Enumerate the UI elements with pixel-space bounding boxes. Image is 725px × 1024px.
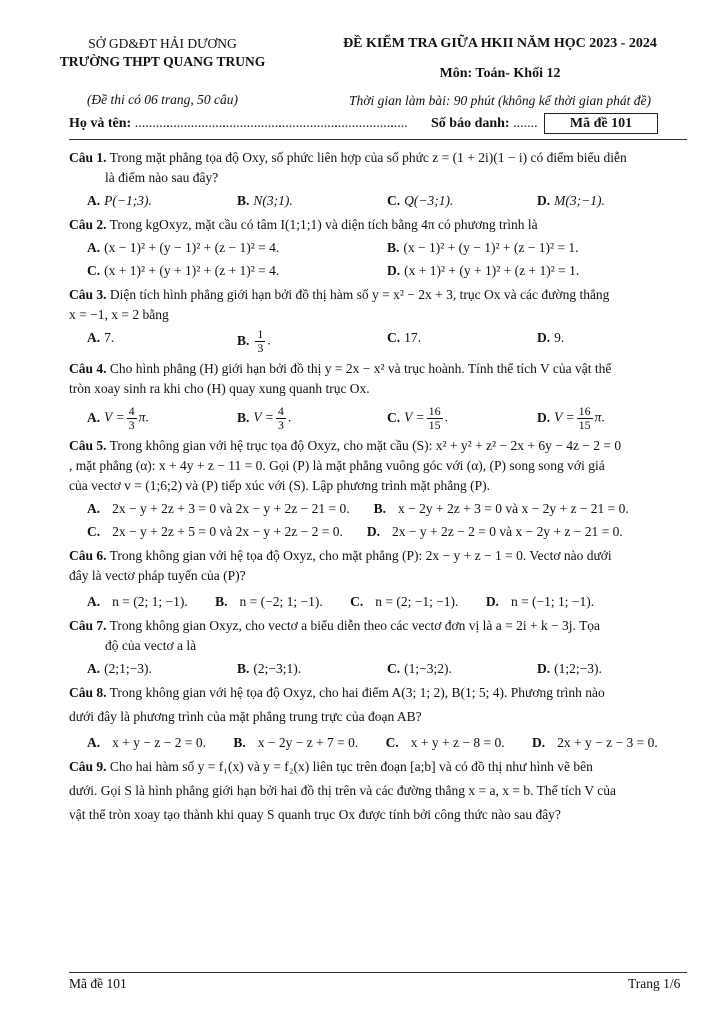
question-text-cont: tròn xoay sinh ra khi cho (H) quay xung quanh trục Ox. xyxy=(69,381,370,396)
question-8 xyxy=(69,683,687,753)
question-label: Câu 9. xyxy=(69,759,107,774)
question-5 xyxy=(69,436,687,542)
question-text-cont: dưới đây là phương trình của mặt phẳng trung trực của đoạn AB? xyxy=(69,709,422,724)
option-c: C. (x + 1)² + (y + 1)² + (z + 1)² = 4. xyxy=(87,263,280,278)
question-text-cont: là điểm nào sau đây? xyxy=(105,170,219,185)
option-d: D. V = $\frac{16}{15}$ π. xyxy=(537,404,605,432)
name-label: Họ và tên: xyxy=(69,116,132,131)
option-b: B. (2;−3;1). xyxy=(237,661,302,676)
options xyxy=(69,405,687,432)
question-text-cont-2: của vectơ v = (1;6;2) và (P) tiếp xúc với (S). Lập phương trình mặt phẳng (P). xyxy=(69,478,491,493)
option-d: D. (x + 1)² + (y + 1)² + (z + 1)² = 1. xyxy=(387,263,580,278)
option-a: A. 7. xyxy=(87,330,115,345)
page-note: (Đề thi có 06 trang, 50 câu) xyxy=(86,92,239,107)
option-d: D. 9. xyxy=(537,330,565,345)
id-blank: ....... xyxy=(513,116,538,131)
option-c: C. (1;−3;2). xyxy=(387,661,452,676)
question-text: Trong không gian với hệ tọa độ Oxyz, cho hai điểm A(3; 1; 2), B(1; 5; 4). Phương trình nào xyxy=(109,685,605,700)
question-text: Trong không gian với hệ tọa độ Oxyz, cho mặt phẳng (P): 2x − y + z − 1 = 0. Vectơ nào dưới xyxy=(109,548,612,563)
question-3 xyxy=(69,285,687,355)
option-b: B. x − 2y − z + 7 = 0. xyxy=(233,735,359,750)
question-label: Câu 7. xyxy=(69,618,107,633)
option-a: A. V = $\frac{4}{3}$ π. xyxy=(87,404,149,432)
question-text: Trong mặt phẳng tọa độ Oxy, số phức liên hợp của số phức z = (1 + 2i)(1 − i) có điểm biểu diễn xyxy=(109,150,627,165)
question-label: Câu 8. xyxy=(69,685,107,700)
question-label: Câu 4. xyxy=(69,361,107,376)
question-text-cont: độ của vectơ a là xyxy=(105,638,197,653)
option-b: B. $\frac{1}{3}$ . xyxy=(237,327,271,355)
header-left xyxy=(40,35,285,109)
question-6 xyxy=(69,546,687,612)
option-d: D. (1;2;−3). xyxy=(537,661,602,676)
options-row-2 xyxy=(69,261,687,281)
footer-page-number: Trang 1/6 xyxy=(628,976,681,991)
question-4 xyxy=(69,359,687,432)
question-label: Câu 1. xyxy=(69,150,107,165)
option-b: B. x − 2y + 2z + 3 = 0 và x − 2y + z − 21 = 0. xyxy=(373,501,629,516)
option-a: A. n = (2; 1; −1). xyxy=(87,594,188,609)
question-text: Cho hình phẳng (H) giới hạn bởi đồ thị y = 2x − x² và trục hoành. Tính thể tích V của vật thể xyxy=(109,361,612,376)
option-d: D. M(3;−1). xyxy=(537,193,605,208)
option-a: A. (x − 1)² + (y − 1)² + (z − 1)² = 4. xyxy=(87,240,280,255)
options-row-1 xyxy=(69,499,687,519)
question-text-cont: đây là vectơ pháp tuyến của (P)? xyxy=(69,568,246,583)
exam-code-box: Mã đề 101 xyxy=(544,113,658,134)
options xyxy=(69,328,687,355)
school-name: TRƯỜNG THPT QUANG TRUNG xyxy=(59,54,266,69)
footer-divider xyxy=(69,972,687,973)
question-text: Diện tích hình phẳng giới hạn bởi đồ thị hàm số y = x² − 2x + 3, trục Ox và các đường thẳng xyxy=(109,287,610,302)
question-text: Cho hai hàm số y = f₁(x) và y = f₂(x) liên tục trên đoạn [a;b] và có đồ thị như hình vẽ bên xyxy=(109,759,593,774)
option-a: A. P(−1;3). xyxy=(87,193,152,208)
question-label: Câu 5. xyxy=(69,438,107,453)
id-field xyxy=(431,116,538,132)
question-7 xyxy=(69,616,687,679)
option-b: B. N(3;1). xyxy=(237,193,293,208)
header-right xyxy=(300,35,700,110)
options-row-2 xyxy=(69,522,687,542)
subject-line: Môn: Toán- Khối 12 xyxy=(439,66,561,81)
question-label: Câu 6. xyxy=(69,548,107,563)
footer-exam-code: Mã đề 101 xyxy=(69,976,127,991)
option-c: C. 17. xyxy=(387,330,421,345)
option-b: B. n = (−2; 1; −1). xyxy=(215,594,323,609)
time-line: Thời gian làm bài: 90 phút (không kể thời gian phát đề) xyxy=(348,93,651,108)
question-9 xyxy=(69,757,687,825)
name-blank: .............................................................................. xyxy=(134,116,408,131)
option-a: A. (2;1;−3). xyxy=(87,661,152,676)
header-divider xyxy=(69,139,687,140)
department-name: SỞ GD&ĐT HẢI DƯƠNG xyxy=(88,36,237,51)
option-d: D. 2x + y − z − 3 = 0. xyxy=(532,735,658,750)
question-text: Trong kgOxyz, mặt cầu có tâm I(1;1;1) và diện tích bằng 4π có phương trình là xyxy=(109,217,538,232)
option-d: D. 2x − y + 2z − 2 = 0 và x − 2y + z − 21 = 0. xyxy=(366,524,623,539)
candidate-info xyxy=(69,116,689,136)
option-c: C. 2x − y + 2z + 5 = 0 và 2x − y + 2z − 2 = 0. xyxy=(87,524,343,539)
fraction: $\frac{1}{3}$ xyxy=(257,327,264,355)
options xyxy=(69,191,687,211)
option-c: C. V = $\frac{16}{15}$ . xyxy=(387,404,448,432)
options xyxy=(69,592,687,612)
options xyxy=(69,733,687,753)
question-label: Câu 3. xyxy=(69,287,107,302)
question-text-cont: , mặt phẳng (α): x + 4y + z − 11 = 0. Gọi (P) là mặt phẳng vuông góc với (α), (P) song song với giá xyxy=(69,458,605,473)
question-1 xyxy=(69,148,687,211)
question-text-cont: dưới. Gọi S là hình phẳng giới hạn bởi hai đồ thị trên và các đường thẳng x = a, x = b. Thể tích V của xyxy=(69,783,616,798)
option-c: C. Q(−3;1). xyxy=(387,193,454,208)
exam-title: ĐỀ KIỂM TRA GIỮA HKII NĂM HỌC 2023 - 2024 xyxy=(343,36,657,51)
option-d: D. n = (−1; 1; −1). xyxy=(485,594,595,609)
option-c: C. n = (2; −1; −1). xyxy=(350,594,459,609)
option-a: A. 2x − y + 2z + 3 = 0 và 2x − y + 2z − 21 = 0. xyxy=(87,501,350,516)
question-2 xyxy=(69,215,687,281)
question-text-cont: x = −1, x = 2 bằng xyxy=(69,307,169,322)
option-a: A. x + y − z − 2 = 0. xyxy=(87,735,206,750)
question-label: Câu 2. xyxy=(69,217,107,232)
options xyxy=(69,659,687,679)
option-b: B. (x − 1)² + (y − 1)² + (z − 1)² = 1. xyxy=(387,240,579,255)
questions-area xyxy=(69,148,687,829)
option-b: B. V = $\frac{4}{3}$ . xyxy=(237,404,292,432)
question-text: Trong không gian Oxyz, cho vectơ a biểu diễn theo các vectơ đơn vị là a = 2i + k − 3j. Tọa xyxy=(109,618,601,633)
id-label: Số báo danh: xyxy=(431,116,510,131)
options-row-1 xyxy=(69,238,687,258)
question-text-cont-2: vật thể tròn xoay tạo thành khi quay S quanh trục Ox được tính bởi công thức nào sau đây? xyxy=(69,807,561,822)
question-text: Trong không gian với hệ trục tọa độ Oxyz, cho mặt cầu (S): x² + y² + z² − 2x + 6y − 4z − 2 = 0 xyxy=(109,438,622,453)
option-c: C. x + y + z − 8 = 0. xyxy=(385,735,505,750)
